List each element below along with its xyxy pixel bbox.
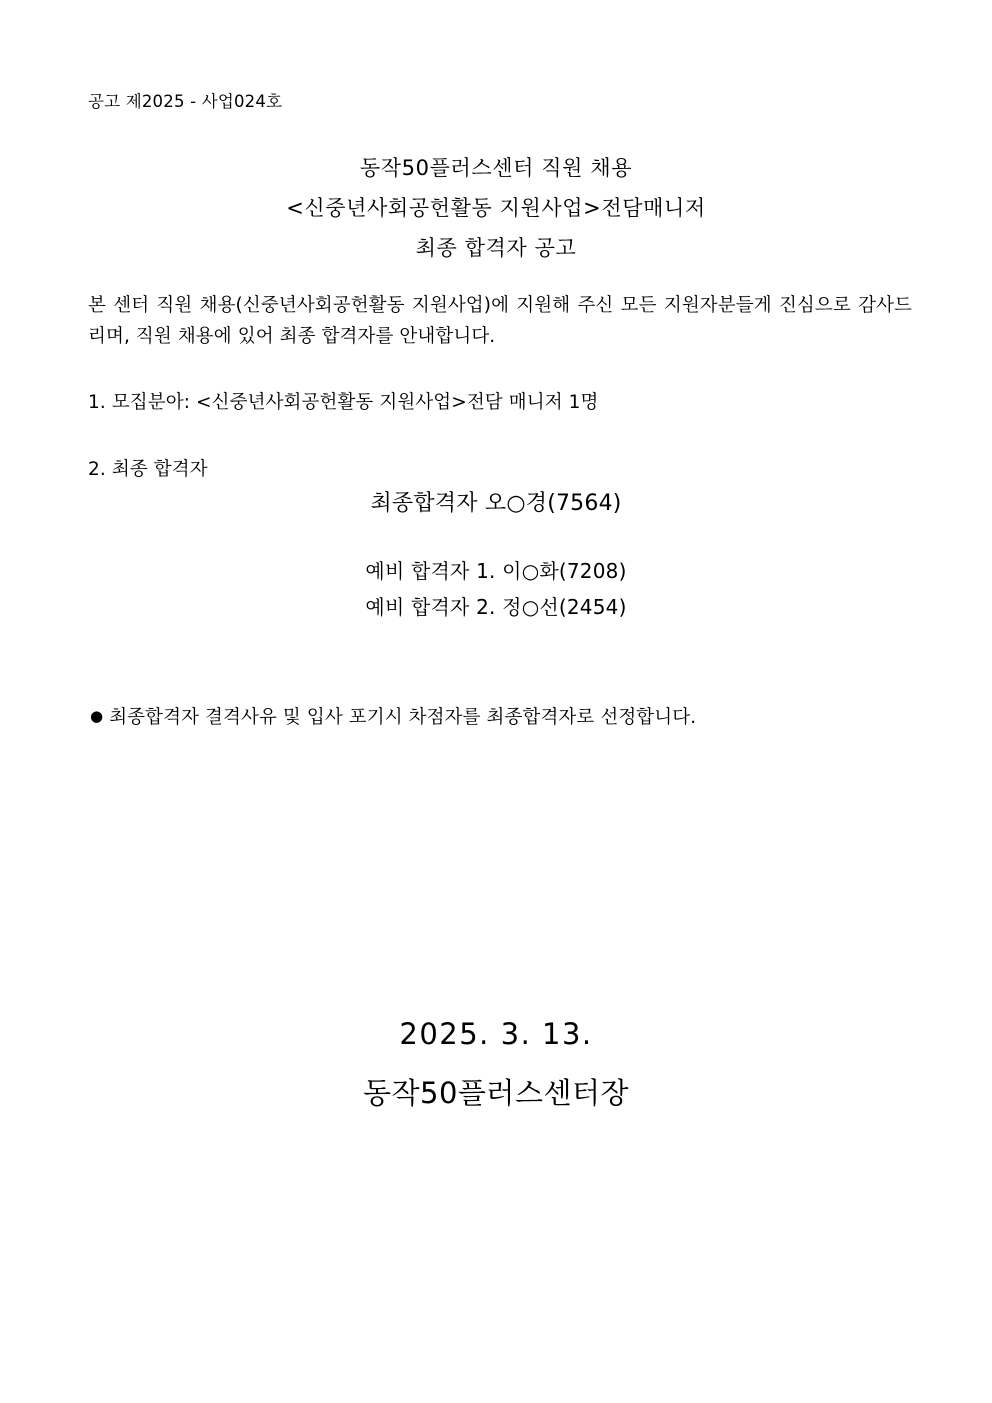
- reserve-candidate-1: 예비 합격자 1. 이○화(7208): [365, 559, 627, 583]
- title-line-2: <신중년사회공헌활동 지원사업>전담매니저: [286, 196, 706, 220]
- document-number: 공고 제2025 - 사업024호: [88, 92, 283, 111]
- final-result-heading: 2. 최종 합격자: [88, 459, 208, 480]
- final-winner: 최종합격자 오○경(7564): [370, 491, 622, 516]
- signature-organization: 동작50플러스센터장: [362, 1076, 629, 1110]
- intro-paragraph: 본 센터 직원 채용(신중년사회공헌활동 지원사업)에 지원해 주신 모든 지원자분들게 진심으로 감사드리며, 직원 채용에 있어 최종 합격자를 안내합니다.: [88, 295, 912, 347]
- reserve-candidate-2: 예비 합격자 2. 정○선(2454): [365, 595, 627, 619]
- title-line-1: 동작50플러스센터 직원 채용: [359, 156, 633, 180]
- title-line-3: 최종 합격자 공고: [415, 236, 577, 260]
- note-line: [90, 703, 696, 729]
- signature-date: 2025. 3. 13.: [399, 1017, 593, 1051]
- title-block: [0, 148, 992, 268]
- note-text: 최종합격자 결격사유 및 입사 포기시 차점자를 최종합격자로 선정합니다.: [109, 707, 697, 728]
- intro-block: [88, 290, 912, 352]
- recruit-field-item: 1. 모집분아: <신중년사회공헌활동 지원사업>전담 매니저 1명: [88, 392, 599, 413]
- bullet-icon: ●: [90, 707, 104, 725]
